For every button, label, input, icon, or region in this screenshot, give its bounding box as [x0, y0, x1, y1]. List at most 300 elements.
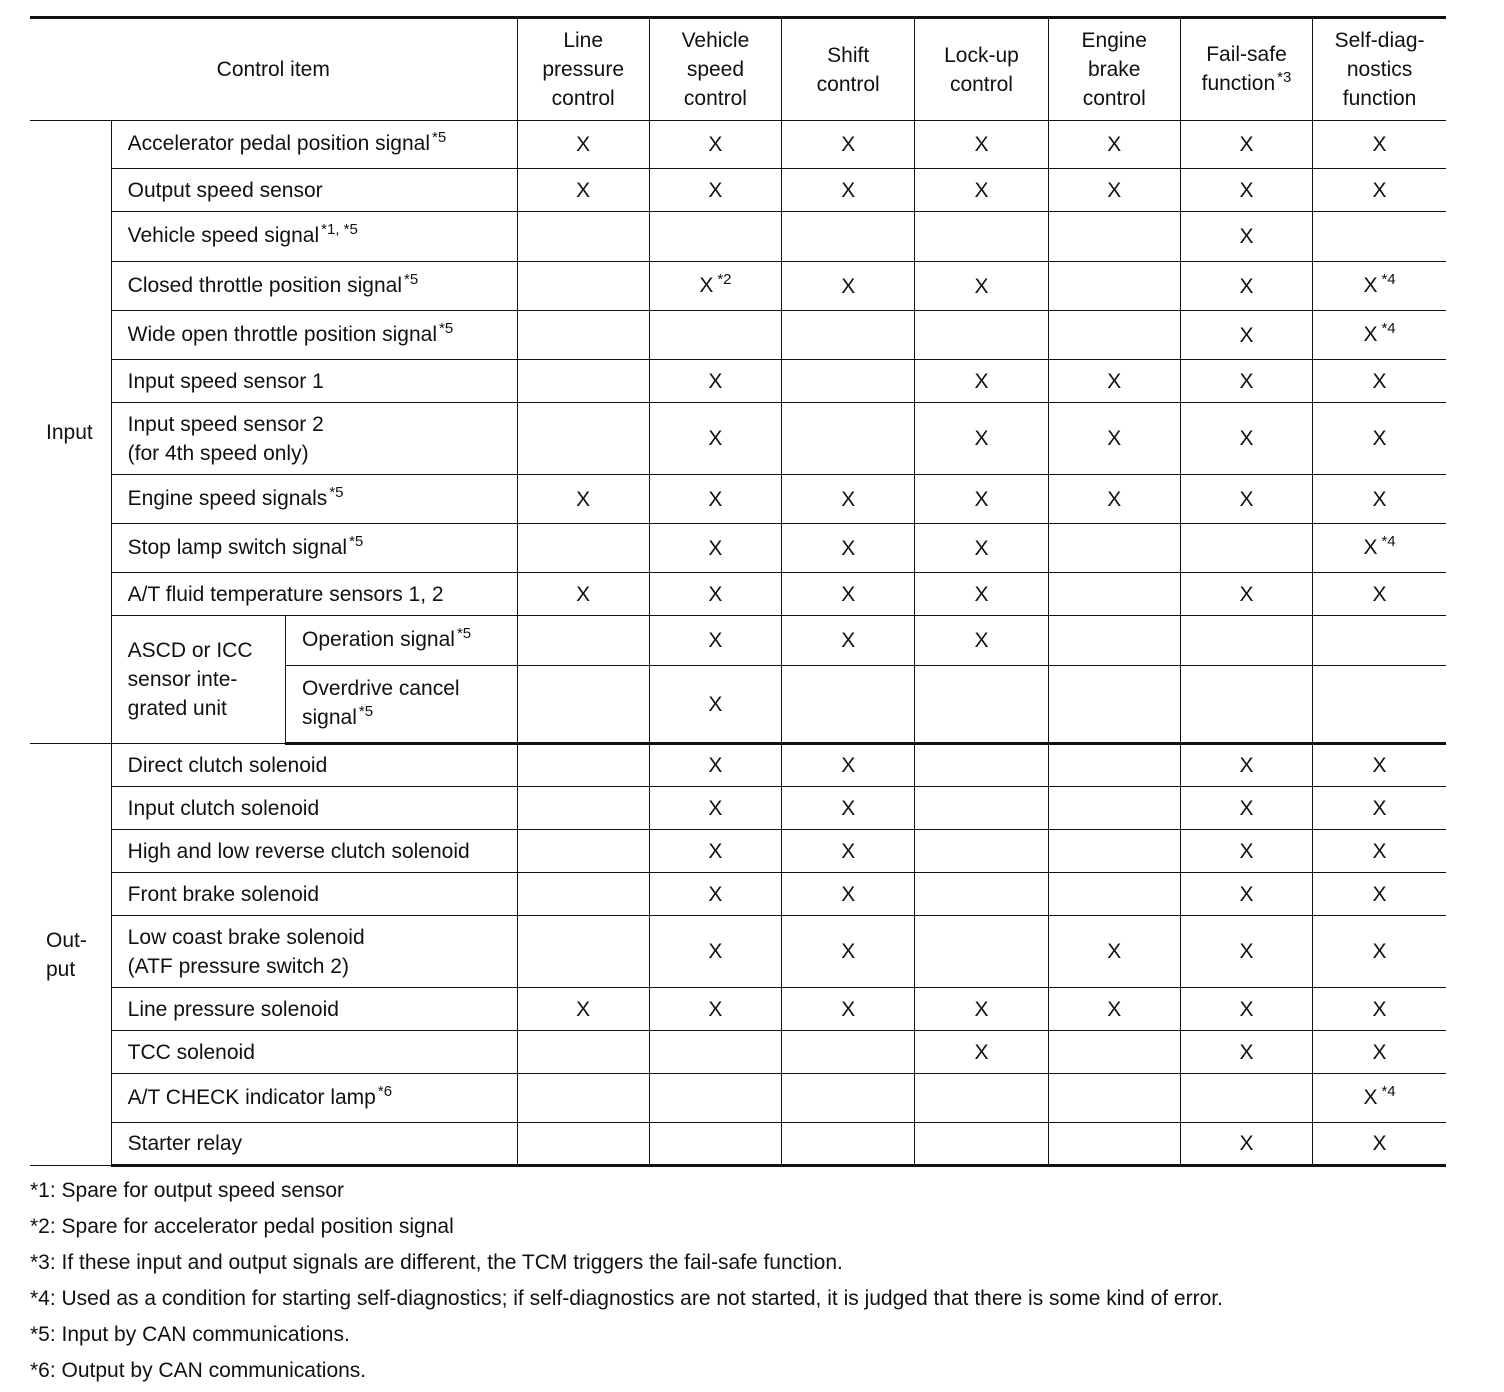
mark-cell — [1048, 311, 1180, 360]
x-mark: X — [1107, 940, 1122, 963]
header-col-text: control — [1082, 87, 1146, 110]
x-mark: X — [974, 487, 989, 511]
mark-cell — [1180, 830, 1312, 873]
mark-cell — [649, 916, 781, 988]
footnote-4: *4: Used as a condition for starting self-diagnostics; if self-diagnostics are not started, it is judged that there is some kind of error. — [30, 1287, 1223, 1310]
x-mark: X — [1372, 839, 1387, 863]
mark-cell — [517, 311, 649, 360]
mark-cell — [915, 403, 1048, 475]
row-label — [111, 475, 517, 524]
x-mark: X — [708, 536, 723, 560]
mark-cell — [1180, 787, 1312, 830]
row-label-text: Operation signal — [302, 628, 455, 651]
row-label — [111, 1031, 517, 1074]
mark-cell — [915, 988, 1048, 1031]
ascd-group-label — [111, 616, 285, 744]
footnote-ref: *5 — [358, 703, 374, 720]
mark-cell — [649, 1031, 781, 1074]
mark-cell — [1048, 403, 1180, 475]
mark-cell — [782, 830, 915, 873]
x-mark: X — [974, 274, 989, 298]
table-row — [30, 169, 1446, 212]
x-mark: X — [1239, 427, 1254, 450]
mark-cell — [649, 666, 781, 744]
header-col-text: function — [1201, 71, 1276, 95]
header-col-text: control — [816, 72, 880, 96]
x-mark: X — [1372, 178, 1387, 202]
table-row — [30, 873, 1446, 916]
footnote-ref: *5 — [349, 532, 364, 550]
footnote-ref: *3 — [1277, 68, 1292, 86]
mark-cell — [1313, 1123, 1446, 1166]
x-mark: X — [1239, 369, 1254, 393]
row-label — [111, 573, 517, 616]
header-col-text: control — [683, 87, 747, 110]
mark-cell — [649, 830, 781, 873]
x-mark: X — [1239, 274, 1254, 298]
mark-cell — [517, 830, 649, 873]
table-row — [30, 1123, 1446, 1166]
table-row — [30, 787, 1446, 830]
header-col-2 — [649, 18, 781, 121]
mark-cell — [782, 1123, 915, 1166]
row-label-text: Vehicle speed signal — [127, 224, 320, 247]
mark-cell — [1313, 169, 1446, 212]
x-mark: X — [576, 582, 591, 606]
mark-cell — [915, 1123, 1048, 1166]
row-label — [111, 524, 517, 573]
mark-cell — [782, 988, 915, 1031]
control-item-table — [30, 16, 1446, 1167]
row-label-text: A/T fluid temperature sensors 1, 2 — [127, 582, 444, 606]
header-col-text: brake — [1087, 58, 1141, 81]
row-label-text: Line pressure solenoid — [127, 997, 339, 1021]
mark-cell — [1048, 916, 1180, 988]
x-mark: X — [1372, 997, 1387, 1021]
mark-cell — [915, 169, 1048, 212]
header-col-text: Shift — [827, 43, 870, 67]
mark-cell — [1313, 666, 1446, 744]
row-label — [286, 666, 518, 744]
x-mark: X — [1239, 997, 1254, 1021]
x-mark: X — [1107, 178, 1122, 202]
mark-cell — [517, 787, 649, 830]
mark-cell — [915, 262, 1048, 311]
header-col-3 — [782, 18, 915, 121]
x-mark: X — [1239, 225, 1254, 248]
mark-cell — [915, 360, 1048, 403]
footnote-ref: *4 — [1381, 270, 1396, 288]
mark-cell — [915, 1074, 1048, 1123]
x-mark: X — [708, 582, 723, 606]
x-mark: X — [576, 178, 591, 202]
x-mark: X — [576, 133, 591, 156]
x-mark: X — [1107, 133, 1122, 156]
mark-cell — [1048, 873, 1180, 916]
x-mark: X — [841, 178, 856, 202]
x-mark: X — [1239, 1132, 1254, 1155]
mark-cell — [1313, 744, 1446, 787]
mark-cell — [1313, 360, 1446, 403]
mark-cell — [1313, 475, 1446, 524]
mark-cell — [1180, 262, 1312, 311]
row-label-text: Starter relay — [127, 1132, 243, 1155]
x-mark: X — [1372, 882, 1387, 906]
x-mark: X — [841, 882, 856, 906]
mark-cell — [649, 616, 781, 666]
x-mark: X — [708, 178, 723, 202]
mark-cell — [1313, 873, 1446, 916]
mark-cell — [1180, 873, 1312, 916]
mark-cell — [1180, 311, 1312, 360]
group-label-output — [30, 744, 111, 1166]
x-mark: X — [1363, 273, 1378, 297]
mark-cell — [1313, 403, 1446, 475]
mark-cell — [1313, 1074, 1446, 1123]
row-label — [111, 787, 517, 830]
row-label-text: Overdrive cancel — [302, 677, 460, 700]
table-row — [30, 262, 1446, 311]
x-mark: X — [576, 487, 591, 511]
mark-cell — [915, 573, 1048, 616]
group-label-text: Out- — [46, 928, 87, 952]
mark-cell — [649, 744, 781, 787]
x-mark: X — [1363, 1085, 1378, 1109]
x-mark: X — [1372, 582, 1387, 606]
mark-cell — [1048, 616, 1180, 666]
x-mark: X — [1239, 487, 1254, 511]
header-col-text: pressure — [542, 58, 625, 81]
mark-cell — [517, 475, 649, 524]
group-label-input — [30, 121, 111, 744]
mark-cell — [649, 1074, 781, 1123]
mark-cell — [915, 475, 1048, 524]
x-mark: X — [1239, 839, 1254, 863]
x-mark: X — [974, 369, 989, 393]
mark-cell — [649, 873, 781, 916]
row-label — [111, 169, 517, 212]
footnote-5: *5: Input by CAN communications. — [30, 1323, 350, 1346]
row-label-text: Accelerator pedal position signal — [127, 132, 431, 155]
mark-cell — [517, 616, 649, 666]
mark-cell — [649, 262, 781, 311]
mark-cell — [1048, 787, 1180, 830]
mark-cell — [915, 787, 1048, 830]
x-mark: X — [841, 536, 856, 560]
x-mark: X — [841, 839, 856, 863]
mark-cell — [517, 573, 649, 616]
mark-cell — [1313, 262, 1446, 311]
mark-cell — [1180, 121, 1312, 169]
mark-cell — [915, 744, 1048, 787]
control-item-document — [30, 16, 1446, 1389]
row-label-text: A/T CHECK indicator lamp — [127, 1085, 376, 1109]
mark-cell — [517, 121, 649, 169]
mark-cell — [1180, 616, 1312, 666]
mark-cell — [782, 311, 915, 360]
row-label-text: Output speed sensor — [127, 178, 323, 202]
mark-cell — [782, 873, 915, 916]
mark-cell — [1048, 573, 1180, 616]
mark-cell — [782, 573, 915, 616]
row-label-text: (for 4th speed only) — [127, 441, 309, 465]
mark-cell — [649, 212, 781, 262]
x-mark: X — [841, 997, 856, 1021]
x-mark: X — [841, 796, 856, 820]
table-header-row — [30, 18, 1446, 121]
table-row — [30, 1031, 1446, 1074]
mark-cell — [517, 262, 649, 311]
mark-cell — [1048, 169, 1180, 212]
x-mark: X — [1372, 133, 1387, 156]
mark-cell — [517, 1074, 649, 1123]
x-mark: X — [974, 427, 989, 450]
x-mark: X — [1107, 487, 1122, 511]
header-col-4 — [915, 18, 1048, 121]
table-row — [30, 403, 1446, 475]
mark-cell — [915, 830, 1048, 873]
footnote-ref: *5 — [456, 625, 472, 642]
mark-cell — [517, 360, 649, 403]
x-mark: X — [1239, 1040, 1254, 1064]
mark-cell — [1313, 916, 1446, 988]
header-col-text: function — [1342, 87, 1417, 110]
table-row — [30, 475, 1446, 524]
x-mark: X — [974, 629, 989, 652]
row-label-text: Front brake solenoid — [127, 882, 320, 906]
mark-cell — [649, 403, 781, 475]
footnote-ref: *5 — [439, 319, 454, 337]
table-row — [30, 830, 1446, 873]
x-mark: X — [699, 273, 714, 297]
table-row — [30, 616, 1446, 666]
mark-cell — [1048, 988, 1180, 1031]
mark-cell — [517, 873, 649, 916]
row-label — [111, 360, 517, 403]
x-mark: X — [708, 882, 723, 906]
ascd-label-text: ASCD or ICC — [127, 639, 253, 662]
row-label-text: Low coast brake solenoid — [127, 925, 365, 949]
x-mark: X — [1372, 1040, 1387, 1064]
x-mark: X — [708, 369, 723, 393]
x-mark: X — [708, 754, 723, 777]
mark-cell — [649, 311, 781, 360]
x-mark: X — [1107, 427, 1122, 450]
x-mark: X — [1372, 487, 1387, 511]
x-mark: X — [1239, 323, 1254, 347]
mark-cell — [1313, 311, 1446, 360]
x-mark: X — [1239, 796, 1254, 820]
table-row — [30, 916, 1446, 988]
row-label-text: High and low reverse clutch solenoid — [127, 839, 470, 863]
mark-cell — [649, 169, 781, 212]
table-row — [30, 573, 1446, 616]
header-col-text: speed — [686, 58, 745, 81]
mark-cell — [782, 616, 915, 666]
footnote-ref: *4 — [1381, 1082, 1396, 1100]
x-mark: X — [974, 582, 989, 606]
mark-cell — [1180, 524, 1312, 573]
x-mark: X — [708, 839, 723, 863]
mark-cell — [915, 616, 1048, 666]
mark-cell — [1180, 744, 1312, 787]
x-mark: X — [1107, 997, 1122, 1021]
mark-cell — [1313, 212, 1446, 262]
mark-cell — [782, 121, 915, 169]
mark-cell — [1048, 360, 1180, 403]
x-mark: X — [1372, 1132, 1387, 1155]
mark-cell — [649, 524, 781, 573]
mark-cell — [1180, 1074, 1312, 1123]
table-row — [30, 212, 1446, 262]
footnote-ref: *4 — [1381, 532, 1396, 550]
mark-cell — [1180, 475, 1312, 524]
x-mark: X — [1363, 322, 1378, 346]
x-mark: X — [841, 629, 856, 652]
mark-cell — [649, 988, 781, 1031]
mark-cell — [1313, 1031, 1446, 1074]
table-body — [30, 121, 1446, 1166]
x-mark: X — [708, 692, 723, 716]
mark-cell — [782, 1031, 915, 1074]
mark-cell — [782, 744, 915, 787]
mark-cell — [1048, 1123, 1180, 1166]
x-mark: X — [974, 133, 989, 156]
x-mark: X — [1107, 369, 1122, 393]
mark-cell — [915, 916, 1048, 988]
footnote-ref: *5 — [432, 129, 447, 146]
row-label-text: TCC solenoid — [127, 1040, 255, 1064]
mark-cell — [1313, 573, 1446, 616]
x-mark: X — [576, 997, 591, 1021]
row-label — [111, 121, 517, 169]
row-label-text: Input speed sensor 1 — [127, 369, 324, 393]
table-row — [30, 988, 1446, 1031]
mark-cell — [1048, 744, 1180, 787]
x-mark: X — [974, 997, 989, 1021]
mark-cell — [782, 1074, 915, 1123]
header-col-5 — [1048, 18, 1180, 121]
footnote-2: *2: Spare for accelerator pedal position signal — [30, 1215, 454, 1238]
row-label-text: Direct clutch solenoid — [127, 754, 328, 777]
mark-cell — [782, 916, 915, 988]
mark-cell — [1180, 988, 1312, 1031]
mark-cell — [517, 1031, 649, 1074]
mark-cell — [517, 1123, 649, 1166]
x-mark: X — [708, 997, 723, 1021]
row-label — [111, 311, 517, 360]
mark-cell — [782, 360, 915, 403]
footnote-ref: *5 — [403, 270, 419, 288]
mark-cell — [1180, 1031, 1312, 1074]
mark-cell — [1048, 121, 1180, 169]
x-mark: X — [974, 536, 989, 560]
mark-cell — [649, 573, 781, 616]
footnote-ref: *5 — [329, 483, 344, 501]
row-label-text: Input speed sensor 2 — [127, 412, 324, 436]
mark-cell — [1048, 524, 1180, 573]
x-mark: X — [708, 629, 723, 652]
x-mark: X — [974, 178, 989, 202]
x-mark: X — [1239, 178, 1254, 202]
mark-cell — [915, 311, 1048, 360]
x-mark: X — [841, 274, 856, 298]
mark-cell — [782, 212, 915, 262]
row-label-text: Closed throttle position signal — [127, 273, 402, 297]
table-row — [30, 524, 1446, 573]
mark-cell — [915, 666, 1048, 744]
x-mark: X — [708, 796, 723, 820]
header-col-text: Fail-safe — [1206, 42, 1287, 66]
mark-cell — [782, 666, 915, 744]
table-row — [30, 311, 1446, 360]
mark-cell — [1180, 573, 1312, 616]
x-mark: X — [1372, 754, 1387, 777]
mark-cell — [1048, 212, 1180, 262]
mark-cell — [517, 744, 649, 787]
header-col-text: control — [949, 72, 1013, 96]
header-col-text: Line — [563, 29, 604, 52]
mark-cell — [1180, 212, 1312, 262]
header-col-text: Vehicle — [681, 29, 750, 52]
footnotes — [30, 1173, 1446, 1389]
row-label — [111, 744, 517, 787]
mark-cell — [1313, 830, 1446, 873]
mark-cell — [915, 524, 1048, 573]
x-mark: X — [1372, 940, 1387, 963]
mark-cell — [782, 169, 915, 212]
mark-cell — [915, 1031, 1048, 1074]
mark-cell — [1048, 830, 1180, 873]
x-mark: X — [1372, 369, 1387, 393]
x-mark: X — [841, 487, 856, 511]
mark-cell — [517, 169, 649, 212]
x-mark: X — [708, 940, 723, 963]
mark-cell — [649, 475, 781, 524]
row-label — [111, 262, 517, 311]
x-mark: X — [708, 133, 723, 156]
x-mark: X — [1239, 133, 1254, 156]
group-label-text: Input — [46, 420, 93, 444]
row-label — [111, 830, 517, 873]
mark-cell — [782, 262, 915, 311]
mark-cell — [1048, 475, 1180, 524]
mark-cell — [782, 403, 915, 475]
mark-cell — [915, 873, 1048, 916]
footnote-ref: *2 — [717, 270, 732, 288]
footnote-ref: *4 — [1381, 319, 1396, 337]
mark-cell — [1048, 262, 1180, 311]
table-row — [30, 744, 1446, 787]
row-label-text: (ATF pressure switch 2) — [127, 954, 349, 978]
mark-cell — [517, 403, 649, 475]
header-col-text: nostics — [1346, 58, 1413, 81]
header-col-6 — [1180, 18, 1312, 121]
header-control-item: Control item — [30, 18, 517, 121]
footnote-ref: *6 — [377, 1082, 393, 1100]
x-mark: X — [974, 1040, 989, 1064]
header-col-text: Lock-up — [944, 43, 1019, 67]
header-col-text: Self-diag- — [1334, 29, 1425, 52]
x-mark: X — [841, 940, 856, 963]
mark-cell — [782, 787, 915, 830]
mark-cell — [782, 524, 915, 573]
table-row — [30, 360, 1446, 403]
mark-cell — [649, 121, 781, 169]
row-label-text: signal — [302, 706, 357, 729]
mark-cell — [517, 988, 649, 1031]
x-mark: X — [1239, 582, 1254, 606]
